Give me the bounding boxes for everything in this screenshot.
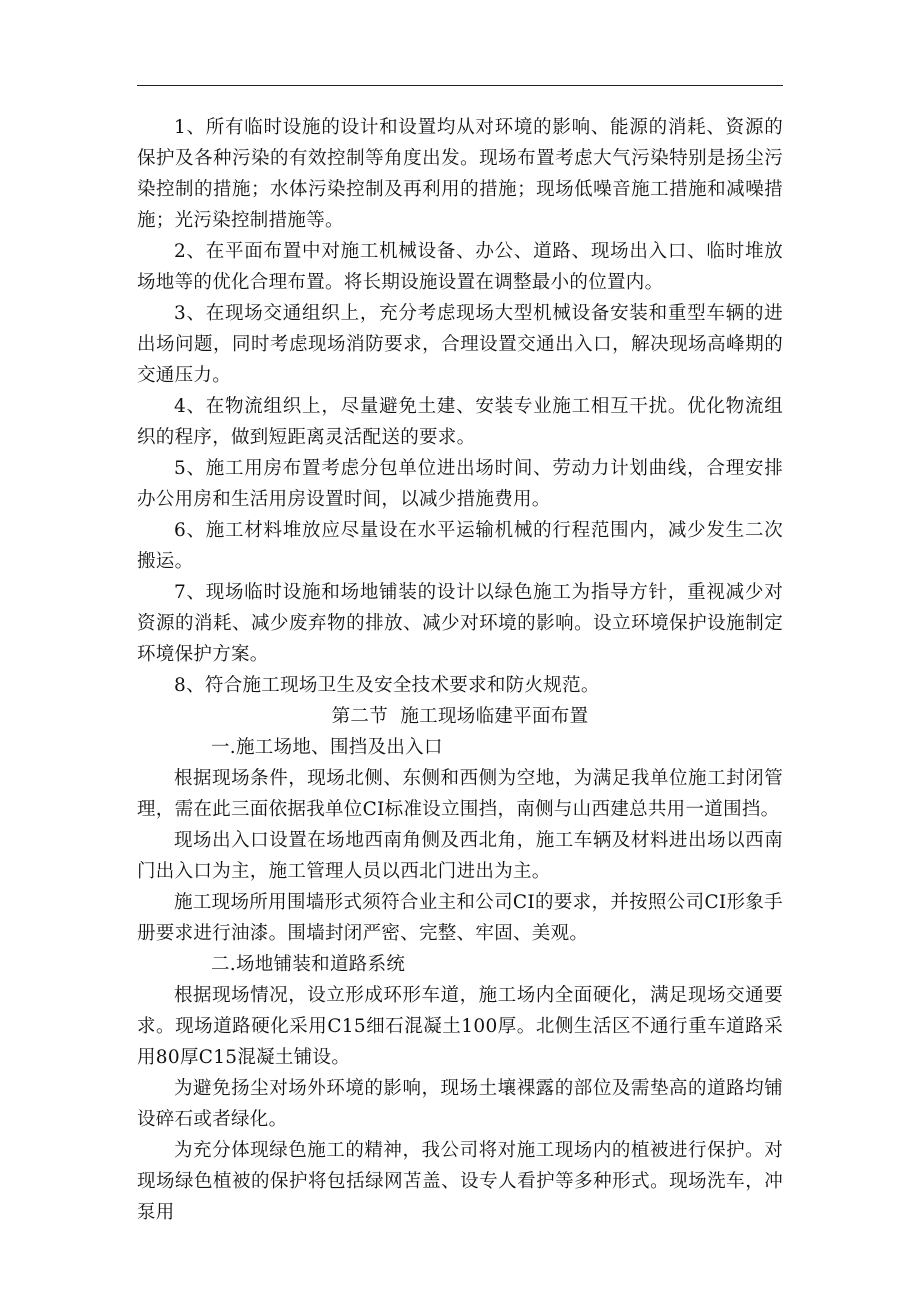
subsection-1-number: 一. [211,737,236,758]
document-body [137,112,783,1228]
header-rule [137,85,783,86]
paragraph-5: 5、施工用房布置考虑分包单位进出场时间、劳动力计划曲线，合理安排办公用房和生活用房设置时间，以减少措施费用。 [137,458,783,510]
paragraph-2: 2、在平面布置中对施工机械设备、办公、道路、现场出入口、临时堆放场地等的优化合理布置。将长期设施设置在调整最小的位置内。 [137,241,783,293]
subsection-1-paragraph-1: 根据现场条件，现场北侧、东侧和西侧为空地，为满足我单位施工封闭管理，需在此三面依据我单位CI标准设立围挡，南侧与山西建总共用一道围挡。 [137,768,783,820]
subsection-2-title: 场地铺装和道路系统 [235,954,406,975]
paragraph-4: 4、在物流组织上，尽量避免土建、安装专业施工相互干扰。优化物流组织的程序，做到短距离灵活配送的要求。 [137,396,783,448]
subsection-2-heading [137,949,783,980]
subsection-1-paragraph-3: 施工现场所用围墙形式须符合业主和公司CI的要求，并按照公司CI形象手册要求进行油漆。围墙封闭严密、完整、牢固、美观。 [137,892,783,944]
subsection-2-paragraph-2: 为避免扬尘对场外环境的影响，现场土壤裸露的部位及需垫高的道路均铺设碎石或者绿化。 [137,1078,783,1130]
subsection-2-number: 二. [211,954,236,975]
subsection-1-title: 施工场地、围挡及出入口 [235,737,443,758]
subsection-2-paragraph-3: 为充分体现绿色施工的精神，我公司将对施工现场内的植被进行保护。对现场绿色植被的保护将包括绿网苫盖、设专人看护等多种形式。现场洗车，冲泵用 [137,1140,783,1223]
paragraph-8: 8、符合施工现场卫生及安全技术要求和防火规范。 [174,675,600,696]
paragraph-1: 1、所有临时设施的设计和设置均从对环境的影响、能源的消耗、资源的保护及各种污染的有效控制等角度出发。现场布置考虑大气污染特别是扬尘污染控制的措施；水体污染控制及再利用的措施；现场低噪音施工措施和减噪措施；光污染控制措施等。 [137,117,783,231]
paragraph-7: 7、现场临时设施和场地铺装的设计以绿色施工为指导方针，重视减少对资源的消耗、减少废弃物的排放、减少对环境的影响。设立环境保护设施制定环境保护方案。 [137,582,783,665]
subsection-1-paragraph-2: 现场出入口设置在场地西南角侧及西北角，施工车辆及材料进出场以西南门出入口为主，施工管理人员以西北门进出为主。 [137,830,783,882]
section-title: 第二节 施工现场临建平面布置 [331,706,589,727]
subsection-2-paragraph-1: 根据现场情况，设立形成环形车道，施工场内全面硬化，满足现场交通要求。现场道路硬化采用C15细石混凝土100厚。北侧生活区不通行重车道路采用80厚C15混凝土铺设。 [137,985,783,1068]
paragraph-6: 6、施工材料堆放应尽量设在水平运输机械的行程范围内，减少发生二次搬运。 [137,520,783,572]
subsection-1-heading [137,732,783,763]
paragraph-3: 3、在现场交通组织上，充分考虑现场大型机械设备安装和重型车辆的进出场问题，同时考虑现场消防要求，合理设置交通出入口，解决现场高峰期的交通压力。 [137,303,783,386]
